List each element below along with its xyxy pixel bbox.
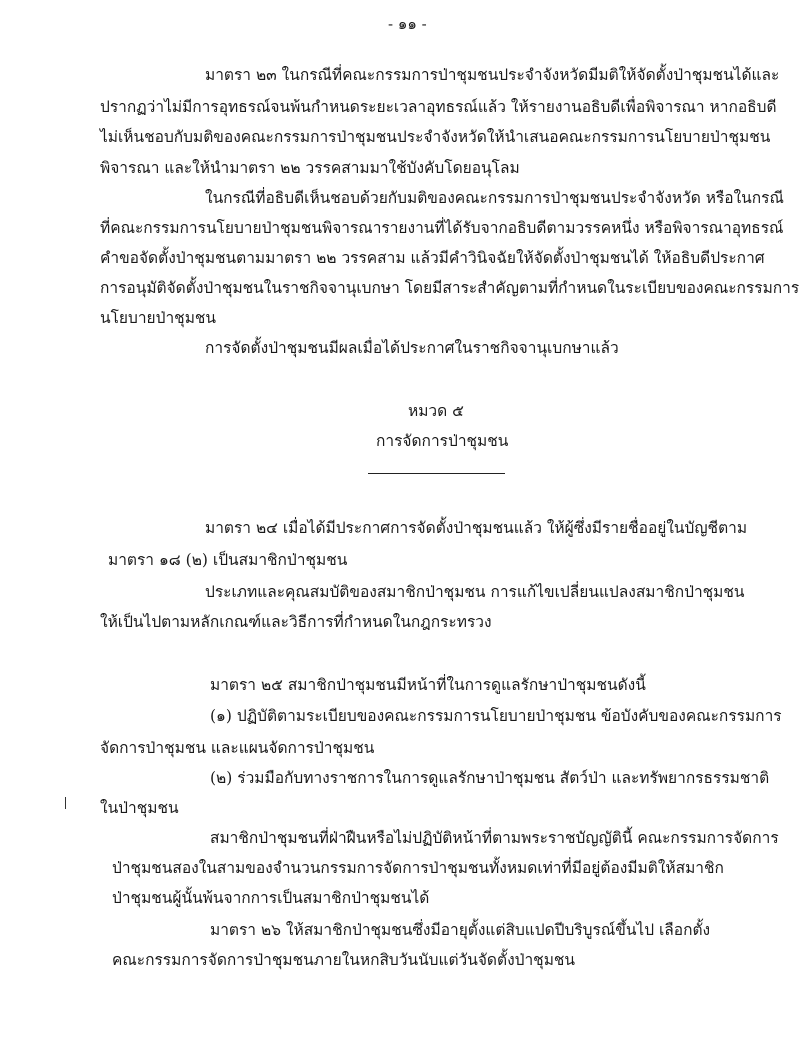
margin-mark [65,797,66,809]
paragraph-line: ป่าชุมชนผู้นั้นพ้นจากการเป็นสมาชิกป่าชุมชนได้ [112,889,430,907]
paragraph-line: ป่าชุมชนสองในสามของจำนวนกรรมการจัดการป่าชุมชนทั้งหมดเท่าที่มีอยู่ต้องมีมติให้สมาชิก [112,859,724,877]
paragraph-line: มาตรา ๑๘ (๒) เป็นสมาชิกป่าชุมชน [108,551,348,569]
paragraph-line: ที่คณะกรรมการนโยบายป่าชุมชนพิจารณารายงานที่ได้รับจากอธิบดีตามวรรคหนึ่ง หรือพิจารณาอุทธรณ์ [100,219,784,237]
paragraph-line: มาตรา ๒๓ ในกรณีที่คณะกรรมการป่าชุมชนประจำจังหวัดมีมติให้จัดตั้งป่าชุมชนได้และ [205,66,780,84]
paragraph-line: คณะกรรมการจัดการป่าชุมชนภายในหกสิบวันนับแต่วันจัดตั้งป่าชุมชน [112,951,576,969]
paragraph-line: มาตรา ๒๕ สมาชิกป่าชุมชนมีหน้าที่ในการดูแลรักษาป่าชุมชนดังนี้ [210,676,646,694]
paragraph-line: มาตรา ๒๔ เมื่อได้มีประกาศการจัดตั้งป่าชุมชนแล้ว ให้ผู้ซึ่งมีรายชื่ออยู่ในบัญชีตาม [205,519,748,537]
paragraph-line: การอนุมัติจัดตั้งป่าชุมชนในราชกิจจานุเบกษา โดยมีสาระสำคัญตามที่กำหนดในระเบียบของคณะกรรมการ [100,279,800,297]
paragraph-line: ให้เป็นไปตามหลักเกณฑ์และวิธีการที่กำหนดในกฎกระทรวง [100,613,492,631]
chapter-title: การจัดการป่าชุมชน [376,432,509,450]
paragraph-line: นโยบายป่าชุมชน [100,309,217,327]
chapter-number: หมวด ๕ [408,402,464,420]
paragraph-line: (๒) ร่วมมือกับทางราชการในการดูแลรักษาป่าชุมชน สัตว์ป่า และทรัพยากรธรรมชาติ [210,769,770,787]
paragraph-line: ประเภทและคุณสมบัติของสมาชิกป่าชุมชน การแก้ไขเปลี่ยนแปลงสมาชิกป่าชุมชน [205,583,745,601]
paragraph-line: พิจารณา และให้นำมาตรา ๒๒ วรรคสามมาใช้บังคับโดยอนุโลม [100,159,520,177]
paragraph-line: (๑) ปฏิบัติตามระเบียบของคณะกรรมการนโยบายป่าชุมชน ข้อบังคับของคณะกรรมการ [210,707,782,725]
paragraph-line: ปรากฏว่าไม่มีการอุทธรณ์จนพ้นกำหนดระยะเวลาอุทธรณ์แล้ว ให้รายงานอธิบดีเพื่อพิจารณา หากอธิบดี [100,98,777,116]
paragraph-line: สมาชิกป่าชุมชนที่ฝ่าฝืนหรือไม่ปฏิบัติหน้าที่ตามพระราชบัญญัตินี้ คณะกรรมการจัดการ [210,829,779,847]
paragraph-line: ในป่าชุมชน [100,799,179,817]
page-number: - ๑๑ - [388,15,427,33]
paragraph-line: การจัดตั้งป่าชุมชนมีผลเมื่อได้ประกาศในราชกิจจานุเบกษาแล้ว [205,339,619,357]
paragraph-line: จัดการป่าชุมชน และแผนจัดการป่าชุมชน [100,739,375,757]
paragraph-line: คำขอจัดตั้งป่าชุมชนตามมาตรา ๒๒ วรรคสาม แล้วมีคำวินิจฉัยให้จัดตั้งป่าชุมชนได้ ให้อธิบดีประกาศ [100,249,765,267]
paragraph-line: ไม่เห็นชอบกับมติของคณะกรรมการป่าชุมชนประจำจังหวัดให้นำเสนอคณะกรรมการนโยบายป่าชุมชน [100,128,771,146]
paragraph-line: ในกรณีที่อธิบดีเห็นชอบด้วยกับมติของคณะกรรมการป่าชุมชนประจำจังหวัด หรือในกรณี [205,189,784,207]
chapter-divider [368,473,505,474]
paragraph-line: มาตรา ๒๖ ให้สมาชิกป่าชุมชนซึ่งมีอายุตั้งแต่สิบแปดปีบริบูรณ์ขึ้นไป เลือกตั้ง [210,921,711,939]
